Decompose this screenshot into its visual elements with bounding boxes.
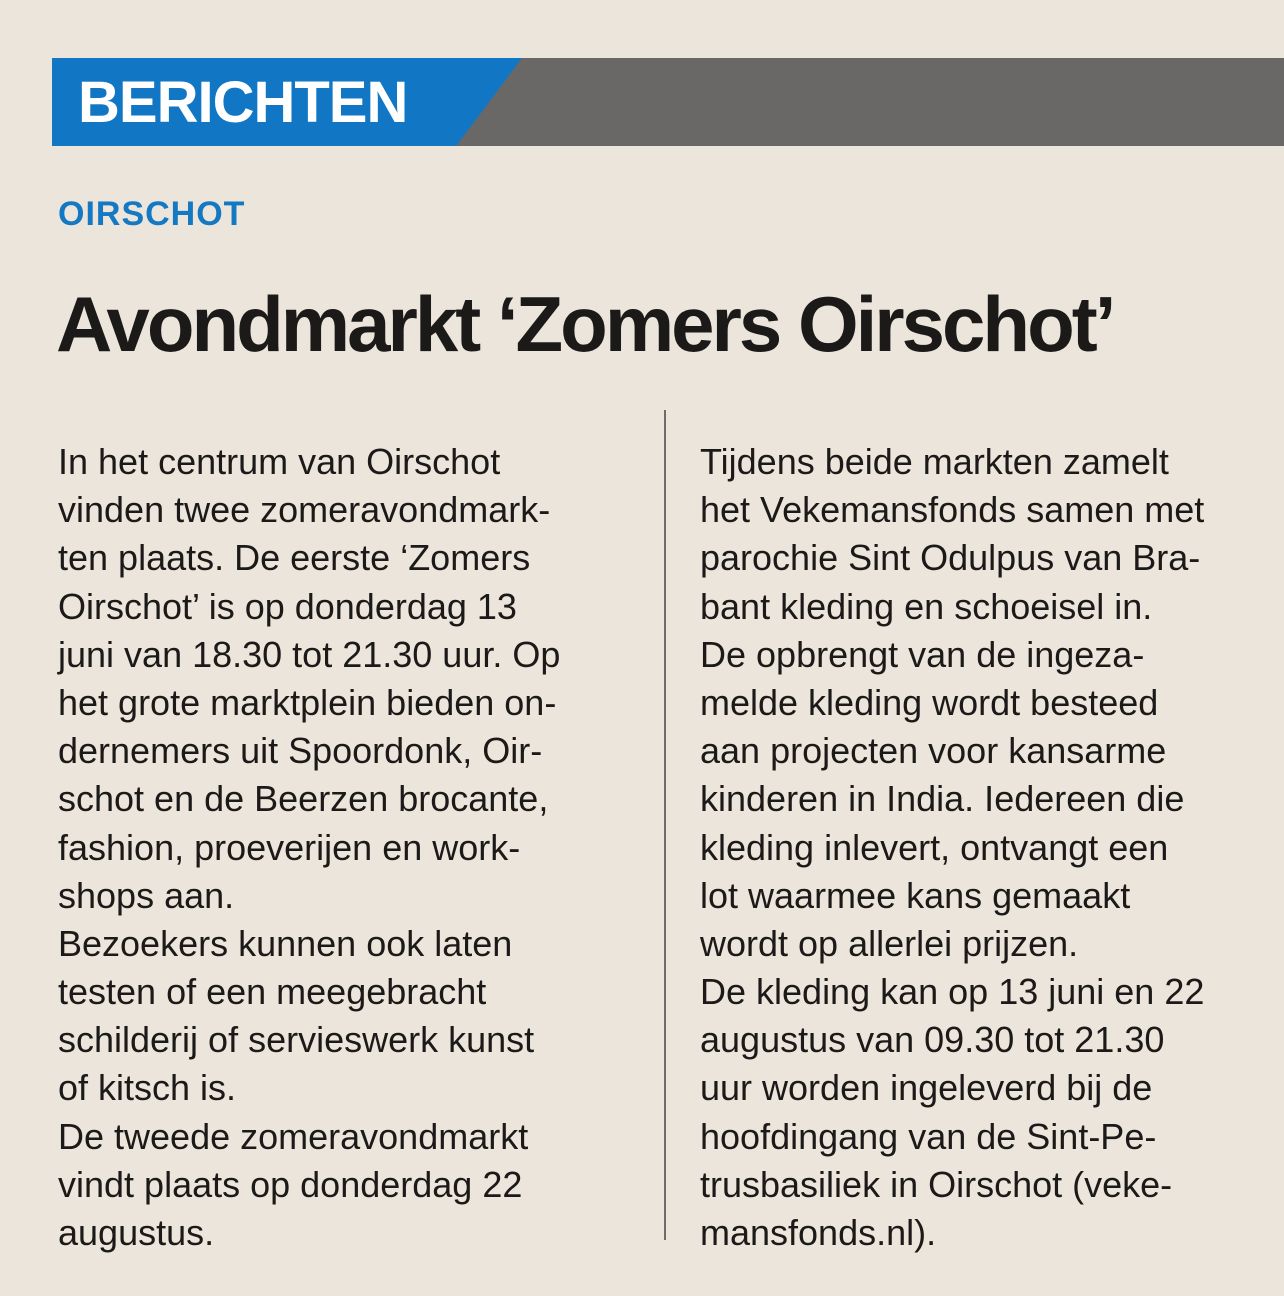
article-text-line: Tijdens beide markten zamelt	[700, 441, 1169, 482]
article-text-line: De opbrengt van de ingeza-	[700, 633, 1145, 675]
article-text-line: vindt plaats op donderdag 22	[58, 1163, 523, 1205]
article-text-line: juni van 18.30 tot 21.30 uur. Op	[58, 633, 561, 675]
article-text-line: Oirschot’ is op donderdag 13	[58, 585, 517, 627]
article-text-line: melde kleding wordt besteed	[700, 681, 1159, 723]
article-text-line: shops aan.	[58, 874, 235, 916]
article-text-line: De kleding kan op 13 juni en 22	[700, 971, 1205, 1013]
article-text-line: Bezoekers kunnen ook laten	[58, 922, 513, 964]
article-text-line: ten plaats. De eerste ‘Zomers	[58, 537, 531, 579]
article-text-line: uur worden ingeleverd bij de	[700, 1067, 1153, 1109]
article-text-line: vinden twee zomeravondmark-	[58, 489, 551, 531]
column-divider	[664, 410, 666, 1240]
article-text-line: mansfonds.nl).	[700, 1212, 937, 1253]
article-text-line: kinderen in India. Iedereen die	[700, 778, 1185, 820]
article-text-line: lot waarmee kans gemaakt	[700, 874, 1131, 916]
article-text-line: schilderij of servieswerk kunst	[58, 1019, 535, 1061]
article-text-line: kleding inlevert, ontvangt een	[700, 826, 1169, 868]
article-text-line: augustus van 09.30 tot 21.30	[700, 1019, 1165, 1061]
article-text-line: het Vekemansfonds samen met	[700, 489, 1205, 531]
article-text-line: het grote marktplein bieden on-	[58, 681, 557, 723]
article-text-line: augustus.	[58, 1212, 215, 1253]
article-text-line: De tweede zomeravondmarkt	[58, 1115, 529, 1157]
article-column-right	[700, 438, 1204, 1257]
article-text-line: schot en de Beerzen brocante,	[58, 778, 549, 820]
article-text-line: aan projecten voor kansarme	[700, 730, 1167, 772]
article-kicker: OIRSCHOT	[58, 195, 246, 233]
article-text-line: testen of een meegebracht	[58, 971, 487, 1013]
article-text-line: bant kleding en schoeisel in.	[700, 585, 1153, 627]
article-text-line: dernemers uit Spoordonk, Oir-	[58, 730, 543, 772]
article-text-line: parochie Sint Odulpus van Bra-	[700, 537, 1201, 579]
article-column-left	[58, 438, 560, 1257]
article-text-line: wordt op allerlei prijzen.	[700, 922, 1079, 964]
article-text-line: of kitsch is.	[58, 1067, 237, 1109]
article-text-line: In het centrum van Oirschot	[58, 441, 501, 482]
section-label: BERICHTEN	[78, 70, 408, 135]
article-text-line: fashion, proeverijen en work-	[58, 826, 521, 868]
article-headline: Avondmarkt ‘Zomers Oirschot’	[56, 280, 1114, 368]
section-banner	[52, 58, 1284, 146]
article-text-line: trusbasiliek in Oirschot (veke-	[700, 1163, 1173, 1205]
article-text-line: hoofdingang van de Sint-Pe-	[700, 1115, 1157, 1157]
